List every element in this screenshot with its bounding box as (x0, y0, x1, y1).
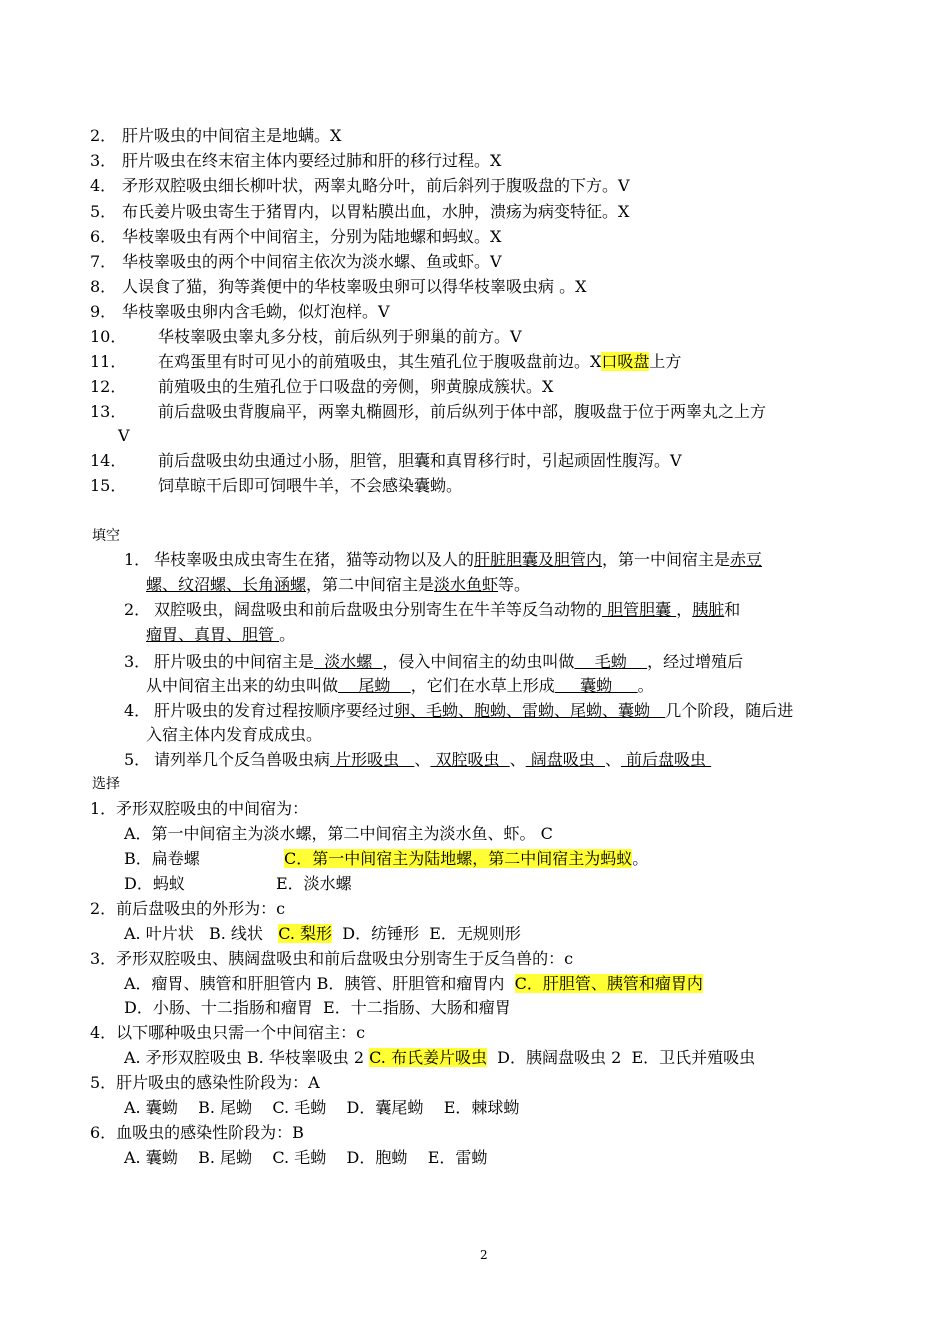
choice-q1-option-e: E．淡水螺 (276, 874, 352, 893)
fill-heading: 填空 (92, 528, 120, 544)
highlight-answer: C. 梨形 (278, 924, 333, 943)
tf-item-8: 8． 人误食了猫，狗等粪便中的华枝睾吸虫卵可以得华枝睾吸虫病 。X (90, 277, 587, 296)
tf-item-12: 12． 前殖吸虫的生殖孔位于口吸盘的旁侧，卵黄腺成簇状。X (90, 377, 554, 396)
fill-q4-cont: 入宿主体内发育成成虫。 (146, 725, 323, 744)
tf-item-13-cont: V (118, 426, 130, 445)
tf-item-7: 7． 华枝睾吸虫的两个中间宿主依次为淡水螺、鱼或虾。V (90, 252, 502, 271)
tf-item-4: 4． 矛形双腔吸虫细长柳叶状，两睾丸略分叶，前后斜列于腹吸盘的下方。V (90, 176, 630, 195)
choice-q4: 4．以下哪种吸虫只需一个中间宿主：c (90, 1023, 366, 1042)
choice-heading: 选择 (92, 776, 120, 792)
choice-q1: 1．矛形双腔吸虫的中间宿为： (90, 799, 309, 818)
tf-item-11: 11． 在鸡蛋里有时可见小的前殖吸虫，其生殖孔位于腹吸盘前边。X口吸盘上方 (90, 352, 682, 371)
highlight-answer: C. 布氏姜片吸虫 (369, 1048, 487, 1067)
highlight-answer: C．肝胆管、胰管和瘤胃内 (514, 974, 703, 993)
tf-item-3: 3． 肝片吸虫在终末宿主体内要经过肺和肝的移行过程。X (90, 151, 502, 170)
choice-q3-options-2: D．小肠、十二指肠和瘤胃 E．十二指肠、大肠和瘤胃 (124, 998, 511, 1017)
choice-q3: 3．矛形双腔吸虫、胰阔盘吸虫和前后盘吸虫分别寄生于反刍兽的：c (90, 949, 574, 968)
choice-q4-options: A. 矛形双腔吸虫 B. 华枝睾吸虫 2 C. 布氏姜片吸虫 D．胰阔盘吸虫 2 E．卫氏并殖吸虫 (124, 1048, 756, 1067)
fill-q2-cont: 瘤胃、真胃、胆管 。 (146, 625, 296, 644)
choice-q6: 6．血吸虫的感染性阶段为：B (90, 1123, 304, 1142)
tf-item-15: 15． 饲草晾干后即可饲喂牛羊，不会感染囊蚴。 (90, 476, 463, 495)
fill-q3-cont: 从中间宿主出来的幼虫叫做 尾蚴 ，它们在水草上形成 囊蚴 。 (146, 676, 654, 695)
page-number: 2 (480, 1248, 488, 1262)
highlight-answer: C．第一中间宿主为陆地螺，第二中间宿主为蚂蚁 (284, 849, 633, 868)
tf-item-14: 14． 前后盘吸虫幼虫通过小肠，胆管，胆囊和真胃移行时，引起顽固性腹泻。V (90, 451, 682, 470)
choice-q1-option-a: A．第一中间宿主为淡水螺，第二中间宿主为淡水鱼、虾。 C (124, 824, 553, 843)
tf-item-10: 10． 华枝睾吸虫睾丸多分枝，前后纵列于卵巢的前方。V (90, 327, 522, 346)
choice-q5: 5．肝片吸虫的感染性阶段为：A (90, 1073, 320, 1092)
highlight-correction: 口吸盘 (601, 352, 650, 371)
fill-q5: 5． 请列举几个反刍兽吸虫病 片形吸虫 、 双腔吸虫 、 阔盘吸虫 、 前后盘吸虫 (124, 750, 712, 769)
tf-item-13: 13． 前后盘吸虫背腹扁平，两睾丸椭圆形，前后纵列于体中部，腹吸盘于位于两睾丸之上方 (90, 402, 767, 421)
choice-q2: 2．前后盘吸虫的外形为：c (90, 899, 286, 918)
fill-q1-cont: 螺、纹沼螺、长角涵螺，第二中间宿主是淡水鱼虾等。 (146, 575, 531, 594)
tf-item-2: 2． 肝片吸虫的中间宿主是地螨。X (90, 126, 342, 145)
choice-q1-option-d: D．蚂蚁 (124, 874, 185, 893)
fill-q3: 3． 肝片吸虫的中间宿主是 淡水螺 ，侵入中间宿主的幼虫叫做 毛蚴 ，经过增殖后 (124, 652, 744, 671)
tf-item-5: 5． 布氏姜片吸虫寄生于猪胃内，以胃粘膜出血，水肿，溃疡为病变特征。X (90, 202, 630, 221)
fill-q2: 2． 双腔吸虫，阔盘吸虫和前后盘吸虫分别寄生在牛羊等反刍动物的 胆管胆囊 ，胰脏和 (124, 600, 741, 619)
fill-q1: 1． 华枝睾吸虫成虫寄生在猪，猫等动物以及人的肝脏胆囊及胆管内，第一中间宿主是赤豆 (124, 550, 763, 569)
tf-item-6: 6． 华枝睾吸虫有两个中间宿主，分别为陆地螺和蚂蚁。X (90, 227, 502, 246)
fill-q4: 4． 肝片吸虫的发育过程按顺序要经过卵、毛蚴、胞蚴、雷蚴、尾蚴、囊蚴 几个阶段，随后进 (124, 701, 794, 720)
choice-q5-options: A. 囊蚴 B. 尾蚴 C. 毛蚴 D．囊尾蚴 E．棘球蚴 (124, 1098, 520, 1117)
choice-q1-option-b: B．扁卷螺 (124, 849, 200, 868)
tf-item-9: 9． 华枝睾吸虫卵内含毛蚴，似灯泡样。V (90, 302, 390, 321)
choice-q3-options-1: A．瘤胃、胰管和肝胆管内 B．胰管、肝胆管和瘤胃内 C．肝胆管、胰管和瘤胃内 (124, 974, 703, 993)
choice-q1-option-c: C．第一中间宿主为陆地螺，第二中间宿主为蚂蚁。 (284, 849, 649, 868)
choice-q6-options: A. 囊蚴 B. 尾蚴 C. 毛蚴 D．胞蚴 E．雷蚴 (124, 1148, 488, 1167)
choice-q2-options: A. 叶片状 B. 线状 C. 梨形 D．纺锤形 E．无规则形 (124, 924, 521, 943)
